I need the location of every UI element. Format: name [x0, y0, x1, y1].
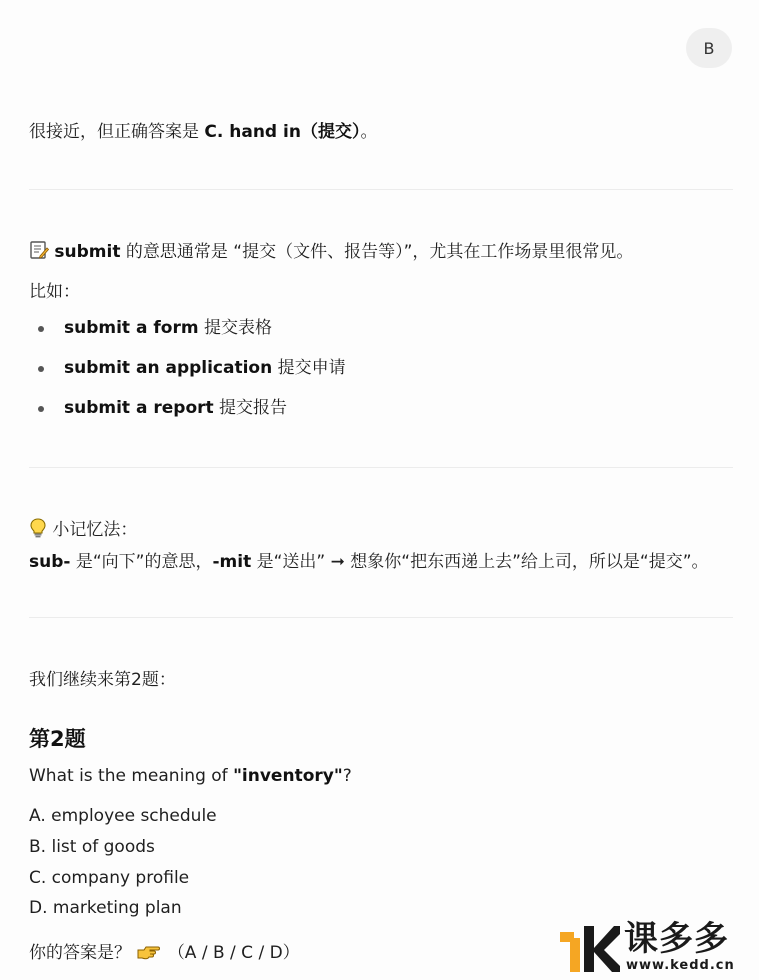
answer-choices: （A / B / C / D） [167, 943, 300, 963]
pointing-hand-icon [136, 943, 162, 966]
question-word: "inventory" [233, 766, 343, 786]
divider [29, 617, 733, 618]
feedback-prefix: 很接近，但正确答案是 [29, 122, 205, 142]
example-phrase: submit a form [64, 318, 199, 338]
example-phrase: submit a report [64, 398, 214, 418]
prompt-text: 你的答案是？ [29, 943, 131, 963]
question-text [29, 766, 352, 786]
example-phrase: submit an application [64, 358, 273, 378]
next-question-intro: 我们继续来第2题： [29, 670, 176, 690]
list-item [29, 356, 346, 396]
option-d: D. marketing plan [29, 898, 182, 918]
list-item [29, 396, 346, 436]
kedd-logo-icon [560, 924, 620, 972]
divider [29, 467, 733, 468]
mnemonic-text [29, 547, 709, 572]
watermark-url: www.kedd.cn [626, 958, 735, 973]
option-c: C. company profile [29, 868, 190, 888]
watermark-text: 课多多 [624, 919, 729, 959]
user-message-text: B [703, 38, 715, 58]
explanation-line [29, 237, 633, 265]
mnemonic-title-line [29, 515, 137, 543]
mnemonic-part1: 是“向下”的意思， [70, 552, 213, 572]
option-a: A. employee schedule [29, 806, 217, 826]
feedback-line [29, 117, 377, 142]
example-meaning: 提交报告 [213, 398, 288, 418]
definition-text: 的意思通常是 “提交（文件、报告等）”，尤其在工作场景里很常见。 [120, 242, 634, 262]
list-item [29, 316, 346, 356]
question-suffix: ? [342, 766, 352, 786]
mnemonic-part2: 是“送出” ➞ 想象你“把东西递上去”给上司，所以是“提交”。 [251, 552, 709, 572]
suffix-mit: -mit [212, 552, 252, 572]
user-message-bubble [686, 28, 732, 68]
examples-intro: 比如： [29, 282, 80, 302]
divider [29, 189, 733, 190]
question-prefix: What is the meaning of [29, 766, 234, 786]
answer-prompt [29, 938, 300, 966]
feedback-suffix: 。 [360, 122, 378, 142]
prefix-sub: sub- [29, 552, 71, 572]
mnemonic-title: 小记忆法： [52, 520, 138, 540]
example-meaning: 提交申请 [272, 358, 346, 378]
memo-icon [29, 240, 49, 265]
question-heading: 第2题 [29, 727, 86, 751]
keyword-submit: submit [54, 242, 121, 262]
watermark-logo [560, 920, 756, 976]
example-meaning: 提交表格 [198, 318, 272, 338]
examples-list [29, 316, 346, 436]
correct-answer: C. hand in（提交） [204, 122, 361, 142]
light-bulb-icon [29, 518, 47, 543]
option-b: B. list of goods [29, 837, 155, 857]
